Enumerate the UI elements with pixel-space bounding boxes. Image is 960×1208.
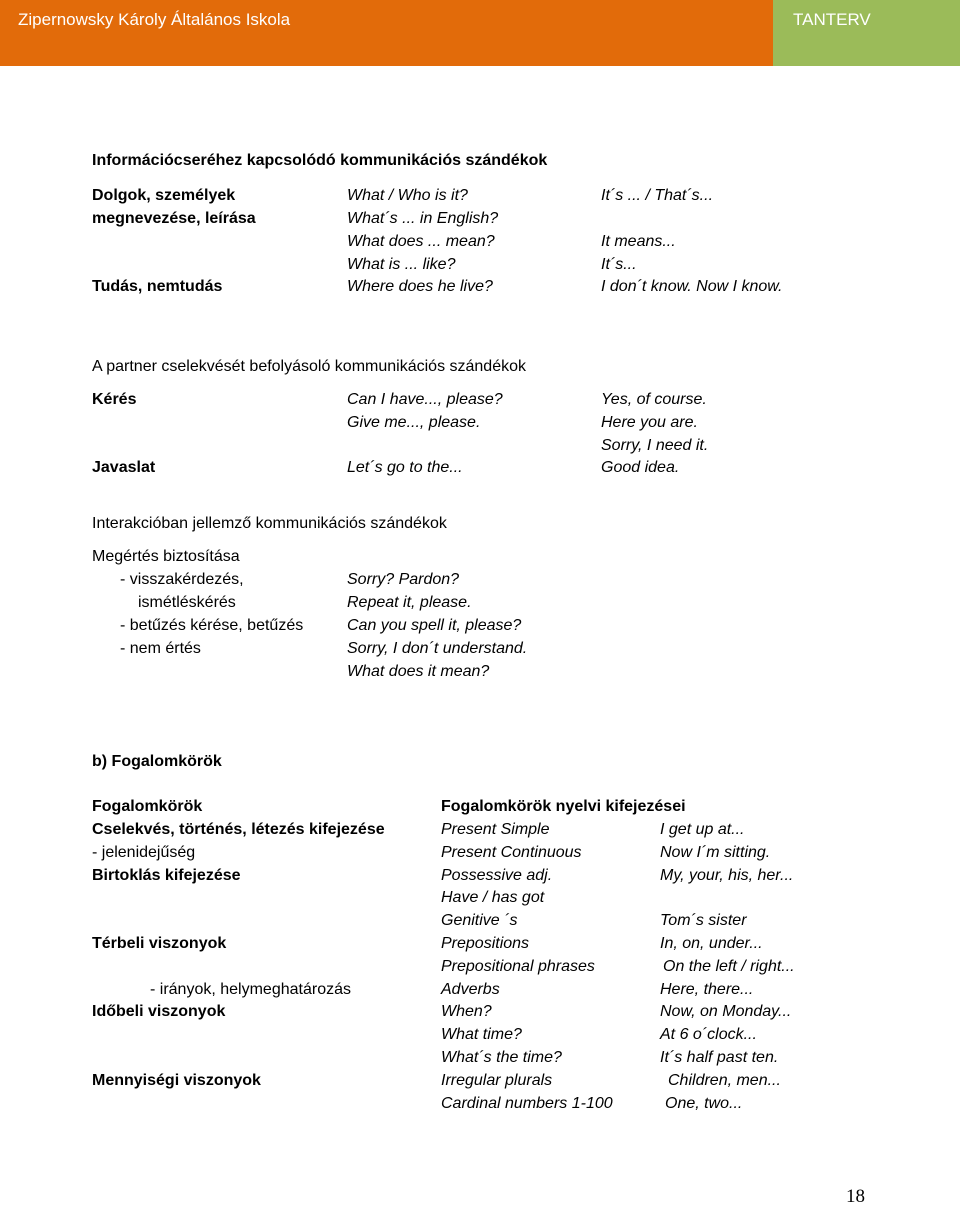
s1-row0-label: Dolgok, személyek: [92, 187, 236, 204]
section2-title: A partner cselekvését befolyásoló kommunikációs szándékok: [92, 358, 526, 375]
s2-row3-label: Javaslat: [92, 459, 156, 476]
s3-row1-label: ismétléskérés: [138, 594, 236, 611]
s1-row2-phrase: What does ... mean?: [347, 233, 495, 250]
s4-row12-expr: Cardinal numbers 1-100: [441, 1095, 613, 1112]
s2-row0-answer: Yes, of course.: [601, 391, 707, 408]
s3-row4-phrase: What does it mean?: [347, 663, 490, 680]
s4-row10-expr: What´s the time?: [441, 1049, 562, 1066]
s2-row0-label: Kérés: [92, 391, 137, 408]
s4-col1-header: Fogalomkörök: [92, 798, 203, 815]
s4-col2-header: Fogalomkörök nyelvi kifejezései: [441, 798, 686, 815]
section1-title: Információcseréhez kapcsolódó kommunikációs szándékok: [92, 152, 548, 169]
section3-subtitle: Megértés biztosítása: [92, 548, 240, 565]
s4-row7-expr: Adverbs: [441, 981, 500, 998]
s2-row3-phrase: Let´s go to the...: [347, 459, 463, 476]
s3-row0-label: - visszakérdezés,: [120, 571, 244, 588]
s4-row7-example: Here, there...: [660, 981, 754, 998]
s2-row1-phrase: Give me..., please.: [347, 414, 481, 431]
s4-row5-label: Térbeli viszonyok: [92, 935, 227, 952]
section4-title: b) Fogalomkörök: [92, 753, 222, 770]
s4-row1-expr: Present Continuous: [441, 844, 582, 861]
s1-row0-answer: It´s ... / That´s...: [601, 187, 714, 204]
s4-row11-label: Mennyiségi viszonyok: [92, 1072, 261, 1089]
s3-row0-phrase: Sorry? Pardon?: [347, 571, 460, 588]
s3-row2-phrase: Can you spell it, please?: [347, 617, 522, 634]
s2-row3-answer: Good idea.: [601, 459, 680, 476]
s4-row3-expr: Have / has got: [441, 889, 545, 906]
s4-row12-example: One, two...: [665, 1095, 743, 1112]
page-header: [0, 0, 960, 66]
s4-row8-example: Now, on Monday...: [660, 1003, 792, 1020]
s3-row2-label: - betűzés kérése, betűzés: [120, 617, 304, 634]
s1-row3-answer: It´s...: [601, 256, 637, 273]
s4-row4-example: Tom´s sister: [660, 912, 747, 929]
s4-row4-expr: Genitive ´s: [441, 912, 518, 929]
s1-row4-label: Tudás, nemtudás: [92, 278, 223, 295]
s4-row11-example: Children, men...: [668, 1072, 781, 1089]
s1-row1-phrase: What´s ... in English?: [347, 210, 499, 227]
s4-row2-example: My, your, his, her...: [660, 867, 794, 884]
s4-row6-expr: Prepositional phrases: [441, 958, 595, 975]
s4-row8-label: Időbeli viszonyok: [92, 1003, 226, 1020]
s2-row0-phrase: Can I have..., please?: [347, 391, 503, 408]
s4-row1-example: Now I´m sitting.: [660, 844, 771, 861]
s4-row9-example: At 6 o´clock...: [660, 1026, 757, 1043]
s1-row3-phrase: What is ... like?: [347, 256, 456, 273]
section3-title: Interakcióban jellemző kommunikációs szándékok: [92, 515, 447, 532]
s4-row5-example: In, on, under...: [660, 935, 763, 952]
s3-row3-phrase: Sorry, I don´t understand.: [347, 640, 528, 657]
s1-row0-phrase: What / Who is it?: [347, 187, 468, 204]
s3-row1-phrase: Repeat it, please.: [347, 594, 472, 611]
s4-row0-expr: Present Simple: [441, 821, 550, 838]
s1-row4-answer: I don´t know. Now I know.: [601, 278, 783, 295]
s4-row1-label: - jelenidejűség: [92, 844, 196, 861]
s4-row0-example: I get up at...: [660, 821, 745, 838]
document-tag: TANTERV: [793, 10, 871, 29]
s1-row1-label: megnevezése, leírása: [92, 210, 256, 227]
s4-row11-expr: Irregular plurals: [441, 1072, 553, 1089]
s4-row0-label: Cselekvés, történés, létezés kifejezése: [92, 821, 385, 838]
s4-row6-example: On the left / right...: [663, 958, 795, 975]
s2-row2-answer: Sorry, I need it.: [601, 437, 709, 454]
s4-row9-expr: What time?: [441, 1026, 522, 1043]
s1-row4-phrase: Where does he live?: [347, 278, 493, 295]
s4-row10-example: It´s half past ten.: [660, 1049, 779, 1066]
s4-row2-expr: Possessive adj.: [441, 867, 553, 884]
school-name: Zipernowsky Károly Általános Iskola: [18, 10, 291, 29]
s4-row8-expr: When?: [441, 1003, 492, 1020]
page-number: 18: [846, 1186, 865, 1207]
s1-row2-answer: It means...: [601, 233, 676, 250]
s4-row5-expr: Prepositions: [441, 935, 530, 952]
s4-row2-label: Birtoklás kifejezése: [92, 867, 241, 884]
s3-row3-label: - nem értés: [120, 640, 201, 657]
s2-row1-answer: Here you are.: [601, 414, 698, 431]
s4-row7-label: - irányok, helymeghatározás: [150, 981, 351, 998]
